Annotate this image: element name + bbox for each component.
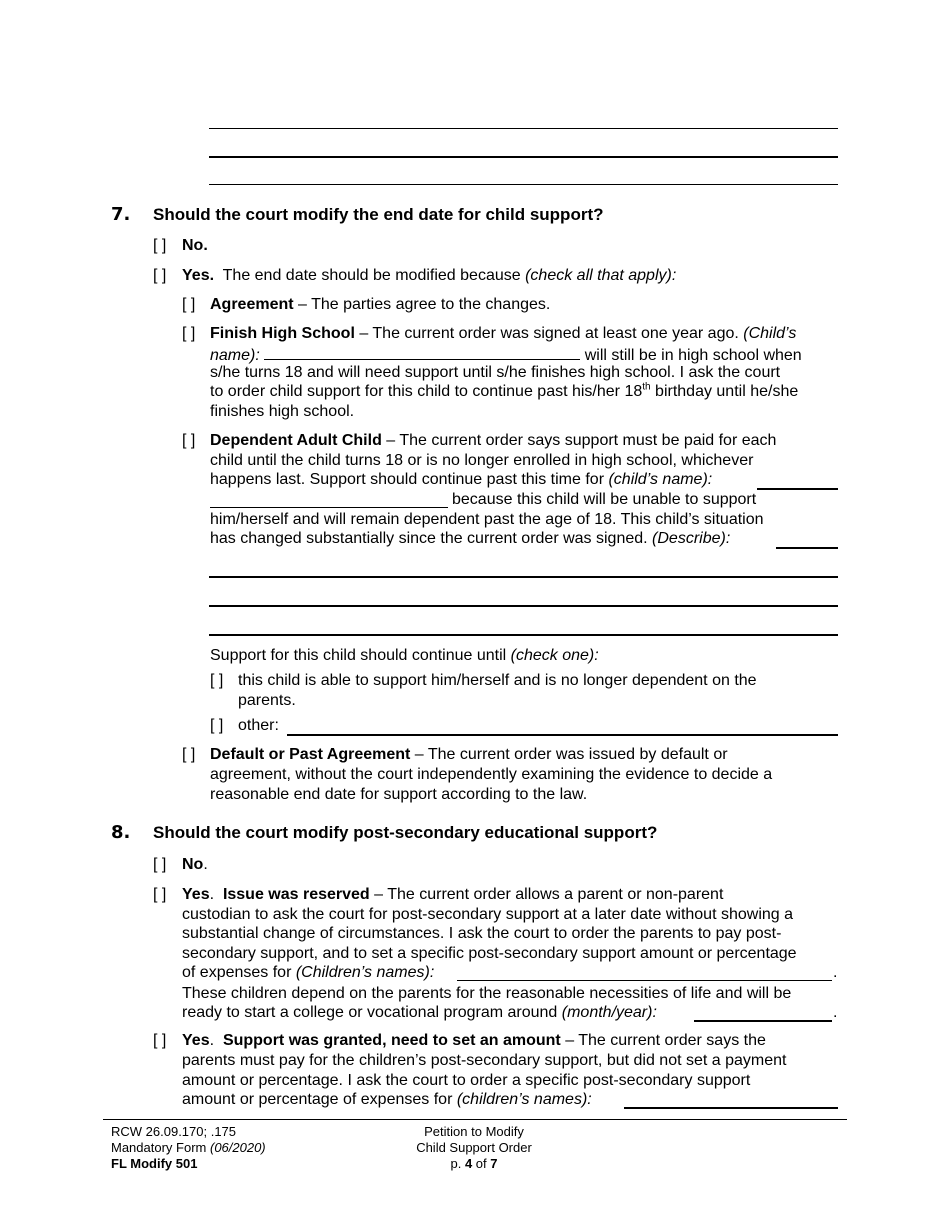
footer-rcw: RCW 26.09.170; .175 <box>111 1124 237 1139</box>
granted-line-4 <box>182 1090 592 1110</box>
reserved-label: Issue was reserved <box>222 886 370 903</box>
s7-no-checkbox[interactable]: [ ] <box>153 237 167 254</box>
dependent-hint-3: (child’s name): <box>608 471 713 488</box>
child-name-field-2b[interactable] <box>210 507 448 508</box>
s7-yes-hint: (check all that apply): <box>525 267 677 284</box>
s8-no-label: No <box>182 856 204 873</box>
granted-yes: Yes <box>182 1032 210 1049</box>
footer-title-2: Child Support Order <box>416 1140 532 1155</box>
dependent-text-1: – The current order says support must be paid for each <box>381 432 777 449</box>
option-self-support-line-2: parents. <box>238 692 296 709</box>
agreement-line <box>210 295 550 315</box>
finish-hs-checkbox[interactable]: [ ] <box>182 325 196 342</box>
finish-hs-text-4b: birthday until he/she <box>650 383 799 400</box>
children-names-dot: . <box>833 964 838 981</box>
default-label: Default or Past Agreement <box>210 746 411 763</box>
dependent-text-6: has changed substantially since the current order was signed. <box>210 530 653 547</box>
granted-line-3: amount or percentage. I ask the court to order a specific post-secondary support <box>182 1072 751 1089</box>
top-answer-line-3[interactable] <box>209 184 838 185</box>
reserved-line-1 <box>182 885 723 905</box>
child-name-field-1[interactable] <box>264 344 580 360</box>
reserved-text-1: – The current order allows a parent or non-parent <box>369 886 724 903</box>
granted-label: Support was granted, need to set an amount <box>222 1032 561 1049</box>
s7-yes-line <box>182 266 676 286</box>
granted-line-2: parents must pay for the children’s post-secondary support, but did not set a payment <box>182 1052 787 1069</box>
default-line-2: agreement, without the court independently examining the evidence to decide a <box>210 766 773 783</box>
footer-page-num: 4 <box>464 1156 473 1171</box>
option-other-checkbox[interactable]: [ ] <box>210 717 224 734</box>
reserved-dot: . <box>209 886 215 903</box>
month-year-field[interactable] <box>694 1020 832 1022</box>
footer-form-id: FL Modify 501 <box>111 1156 198 1171</box>
dependent-line-1 <box>210 431 776 451</box>
month-year-dot: . <box>833 1004 838 1021</box>
dependent-line-6 <box>210 529 730 549</box>
granted-text-1: – The current order says the <box>560 1032 766 1049</box>
dependent-text-3: happens last. Support should continue past this time for <box>210 471 609 488</box>
s8-no-dot: . <box>203 856 208 873</box>
section-7-number: 7. <box>111 204 131 225</box>
describe-field-2[interactable] <box>209 576 838 578</box>
top-answer-line-2[interactable] <box>209 156 838 158</box>
granted-dot: . <box>209 1032 215 1049</box>
continue-until-hint: (check one): <box>510 647 599 664</box>
footer-title-1: Petition to Modify <box>424 1124 524 1139</box>
children-names-field-1[interactable] <box>457 980 832 981</box>
dependent-line-3 <box>210 470 712 490</box>
dependent-line-2: child until the child turns 18 or is no longer enrolled in high school, whichever <box>210 452 754 469</box>
reserved-line-5 <box>182 963 434 983</box>
footer-page-prefix: p. <box>450 1156 465 1171</box>
top-answer-line-1[interactable] <box>209 128 838 129</box>
section-8-title: Should the court modify post-secondary educational support? <box>153 823 658 842</box>
finish-hs-hint-1: (Child’s <box>743 325 797 342</box>
reserved-text-5: of expenses for <box>182 964 296 981</box>
default-checkbox[interactable]: [ ] <box>182 746 196 763</box>
option-self-support-checkbox[interactable]: [ ] <box>210 672 224 689</box>
granted-text-4: amount or percentage of expenses for <box>182 1091 457 1108</box>
reserved-line-6: These children depend on the parents for the reasonable necessities of life and will be <box>182 985 792 1002</box>
dependent-line-4: because this child will be unable to support <box>452 491 757 508</box>
reserved-line-3: substantial change of circumstances. I ask the court to order the parents to pay post- <box>182 925 782 942</box>
dependent-hint-6: (Describe): <box>652 530 731 547</box>
granted-hint-4: (children’s names): <box>456 1091 592 1108</box>
finish-hs-sup: th <box>642 381 651 393</box>
finish-hs-line-1 <box>210 324 796 344</box>
finish-hs-hint-2: name): <box>210 347 260 364</box>
finish-hs-text-4a: to order child support for this child to continue past his/her 18 <box>210 383 643 400</box>
agreement-label: Agreement <box>210 296 294 313</box>
footer-page-of: of <box>472 1156 491 1171</box>
agreement-text: – The parties agree to the changes. <box>293 296 551 313</box>
finish-hs-line-4 <box>210 382 798 402</box>
reserved-hint-5: (Children’s names): <box>295 964 435 981</box>
reserved-line-2: custodian to ask the court for post-secondary support at a later date without showing a <box>182 906 794 923</box>
s7-yes-label: Yes. <box>182 267 215 284</box>
footer-page-total: 7 <box>490 1156 498 1171</box>
agreement-checkbox[interactable]: [ ] <box>182 296 196 313</box>
finish-hs-line-3: s/he turns 18 and will need support until s/he finishes high school. I ask the court <box>210 364 781 381</box>
s7-yes-text: The end date should be modified because <box>222 267 521 284</box>
section-8-number: 8. <box>111 822 131 843</box>
dependent-checkbox[interactable]: [ ] <box>182 432 196 449</box>
reserved-line-4: secondary support, and to set a specific post-secondary support amount or percentage <box>182 945 797 962</box>
s7-yes-checkbox[interactable]: [ ] <box>153 267 167 284</box>
describe-field-3[interactable] <box>209 605 838 607</box>
granted-checkbox[interactable]: [ ] <box>153 1032 167 1049</box>
reserved-text-7: ready to start a college or vocational program around <box>182 1004 562 1021</box>
default-line-1 <box>210 745 728 765</box>
dependent-label: Dependent Adult Child <box>210 432 382 449</box>
s8-no-checkbox[interactable]: [ ] <box>153 856 167 873</box>
continue-until-line <box>210 646 599 666</box>
granted-line-1 <box>182 1031 766 1051</box>
reserved-hint-7: (month/year): <box>561 1004 657 1021</box>
footer-mandatory-text: Mandatory Form <box>111 1140 210 1155</box>
finish-hs-text-1: – The current order was signed at least one year ago. <box>354 325 744 342</box>
footer-page <box>424 1156 524 1172</box>
default-text-1: – The current order was issued by default or <box>410 746 728 763</box>
option-other-label: other: <box>238 717 279 734</box>
footer-form-date: (06/2020) <box>209 1140 266 1155</box>
option-other-field[interactable] <box>287 734 838 736</box>
finish-hs-text-2: will still be in high school when <box>584 347 802 364</box>
finish-hs-line-5: finishes high school. <box>210 403 355 420</box>
s8-no-line <box>182 855 208 875</box>
dependent-line-5: him/herself and will remain dependent past the age of 18. This child’s situation <box>210 511 764 528</box>
children-names-field-2[interactable] <box>624 1107 838 1109</box>
describe-field-4[interactable] <box>209 634 838 636</box>
finish-hs-label: Finish High School <box>210 325 355 342</box>
describe-field-1[interactable] <box>776 547 838 549</box>
child-name-field-2a[interactable] <box>757 488 838 490</box>
section-7-title: Should the court modify the end date for child support? <box>153 205 604 224</box>
footer-rule <box>103 1119 847 1120</box>
s7-no-label: No. <box>182 237 208 254</box>
continue-until-text: Support for this child should continue until <box>210 647 511 664</box>
reserved-checkbox[interactable]: [ ] <box>153 886 167 903</box>
default-line-3: reasonable end date for support according to the law. <box>210 786 588 803</box>
reserved-yes: Yes <box>182 886 210 903</box>
footer-mandatory <box>111 1140 266 1156</box>
reserved-line-7 <box>182 1003 657 1023</box>
option-self-support-line-1: this child is able to support him/herself and is no longer dependent on the <box>238 672 757 689</box>
